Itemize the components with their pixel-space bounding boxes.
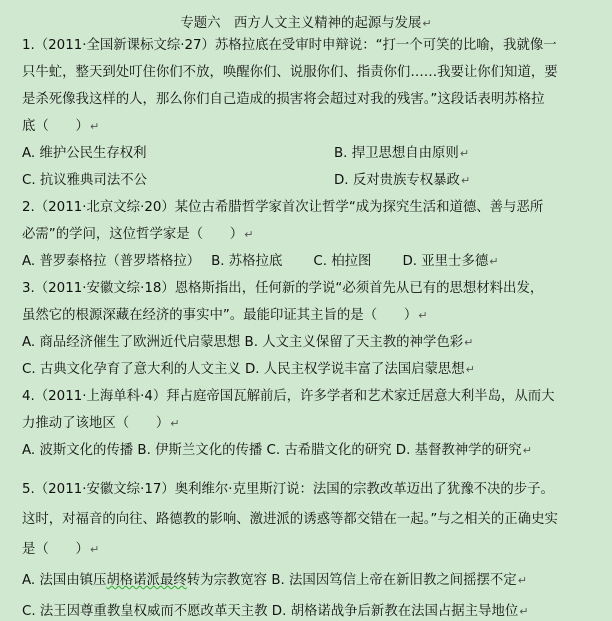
- paragraph-mark-icon: ↵: [519, 605, 529, 618]
- paragraph-mark-icon: ↵: [460, 174, 471, 187]
- paragraph-mark-icon: ↵: [522, 444, 532, 457]
- q4-stem-line2: 力推动了该地区（ ）↵: [22, 416, 180, 431]
- paragraph-mark-icon: ↵: [517, 574, 527, 587]
- paragraph-mark-icon: ↵: [418, 309, 428, 322]
- q2-options: A. 普罗泰格拉（普罗塔格拉） B. 苏格拉底 C. 柏拉图 D. 亚里士多德↵: [22, 254, 499, 269]
- q2-stem-line1: 2.（2011·北京文综·20）某位古希腊哲学家首次让哲学“成为探究生活和道德、善与恶所: [22, 200, 544, 215]
- q3-stem-line1: 3.（2011·安徽文综·18）恩格斯指出，任何新的学说“必须首先从已有的思想材料出发，: [22, 281, 544, 296]
- paragraph-mark-icon: ↵: [170, 417, 180, 430]
- q1-stem-line3: 是杀死像我这样的人，那么你们自己造成的损害将会超过对我的残害。”这段话表明苏格拉: [22, 92, 545, 107]
- q5-options-cd: C. 法王因尊重教皇权威而不愿改革天主教 D. 胡格诺战争后新教在法国占据主导地位↵: [22, 604, 529, 619]
- q1-option-d: D. 反对贵族专权暴政↵: [334, 173, 471, 188]
- q5-stem-line3: 是（ ）↵: [22, 542, 100, 557]
- q1-options-row1: [22, 145, 604, 163]
- q3-options-ab: A. 商品经济催生了欧洲近代启蒙思想 B. 人文主义保留了天主教的神学色彩↵: [22, 335, 474, 350]
- paragraph-mark-icon: ↵: [89, 120, 100, 133]
- q1-stem-line4: 底（ ）↵: [22, 119, 100, 134]
- paragraph-mark-icon: ↵: [489, 255, 499, 268]
- q1-stem-line2: 只牛虻，整天到处叮住你们不放，唤醒你们、说服你们、指责你们……我要让你们知道，要: [22, 65, 558, 80]
- q3-options-cd: C. 古典文化孕育了意大利的人文主义 D. 人民主权学说丰富了法国启蒙思想↵: [22, 362, 475, 377]
- q1-stem-line1: 1.（2011·全国新课标文综·27）苏格拉底在受审时申辩说：“打一个可笑的比喻，我就像一: [22, 38, 557, 53]
- q1-option-a: A. 维护公民生存权利: [22, 146, 147, 161]
- q4-options: A. 波斯文化的传播 B. 伊斯兰文化的传播 C. 古希腊文化的研究 D. 基督教神学的研究↵: [22, 443, 532, 458]
- paragraph-mark-icon: ↵: [89, 543, 100, 556]
- spellcheck-underline: 胡格诺派最终: [106, 573, 187, 588]
- q4-stem-line1: 4.（2011·上海单科·4）拜占庭帝国瓦解前后，许多学者和艺术家迁居意大利半岛，从而大: [22, 389, 555, 404]
- paragraph-mark-icon: ↵: [422, 17, 432, 30]
- q5-stem-line2: 这时，对福音的向往、路德教的影响、激进派的诱惑等都交错在一起。”与之相关的正确史实: [22, 512, 558, 527]
- page-title: 专题六 西方人文主义精神的起源与发展↵: [180, 16, 432, 31]
- q5-options-ab: A. 法国由镇压胡格诺派最终转为宗教宽容 B. 法国因笃信上帝在新旧教之间摇摆不定↵: [22, 573, 527, 588]
- paragraph-mark-icon: ↵: [459, 147, 470, 160]
- q3-stem-line2: 虽然它的根源深藏在经济的事实中”。最能印证其主旨的是（ ）↵: [22, 308, 428, 323]
- paragraph-mark-icon: ↵: [465, 363, 475, 376]
- q5-stem-line1: 5.（2011·安徽文综·17）奥利维尔·克里斯汀说：法国的宗教改革迈出了犹豫不决的步子。: [22, 482, 554, 497]
- q1-options-row2: [22, 172, 604, 190]
- q2-stem-line2: 必需”的学问，这位哲学家是（ ）↵: [22, 227, 254, 242]
- paragraph-mark-icon: ↵: [244, 228, 254, 241]
- paragraph-mark-icon: ↵: [464, 336, 474, 349]
- q1-option-c: C. 抗议雅典司法不公: [22, 173, 147, 188]
- q1-option-b: B. 捍卫思想自由原则↵: [334, 146, 470, 161]
